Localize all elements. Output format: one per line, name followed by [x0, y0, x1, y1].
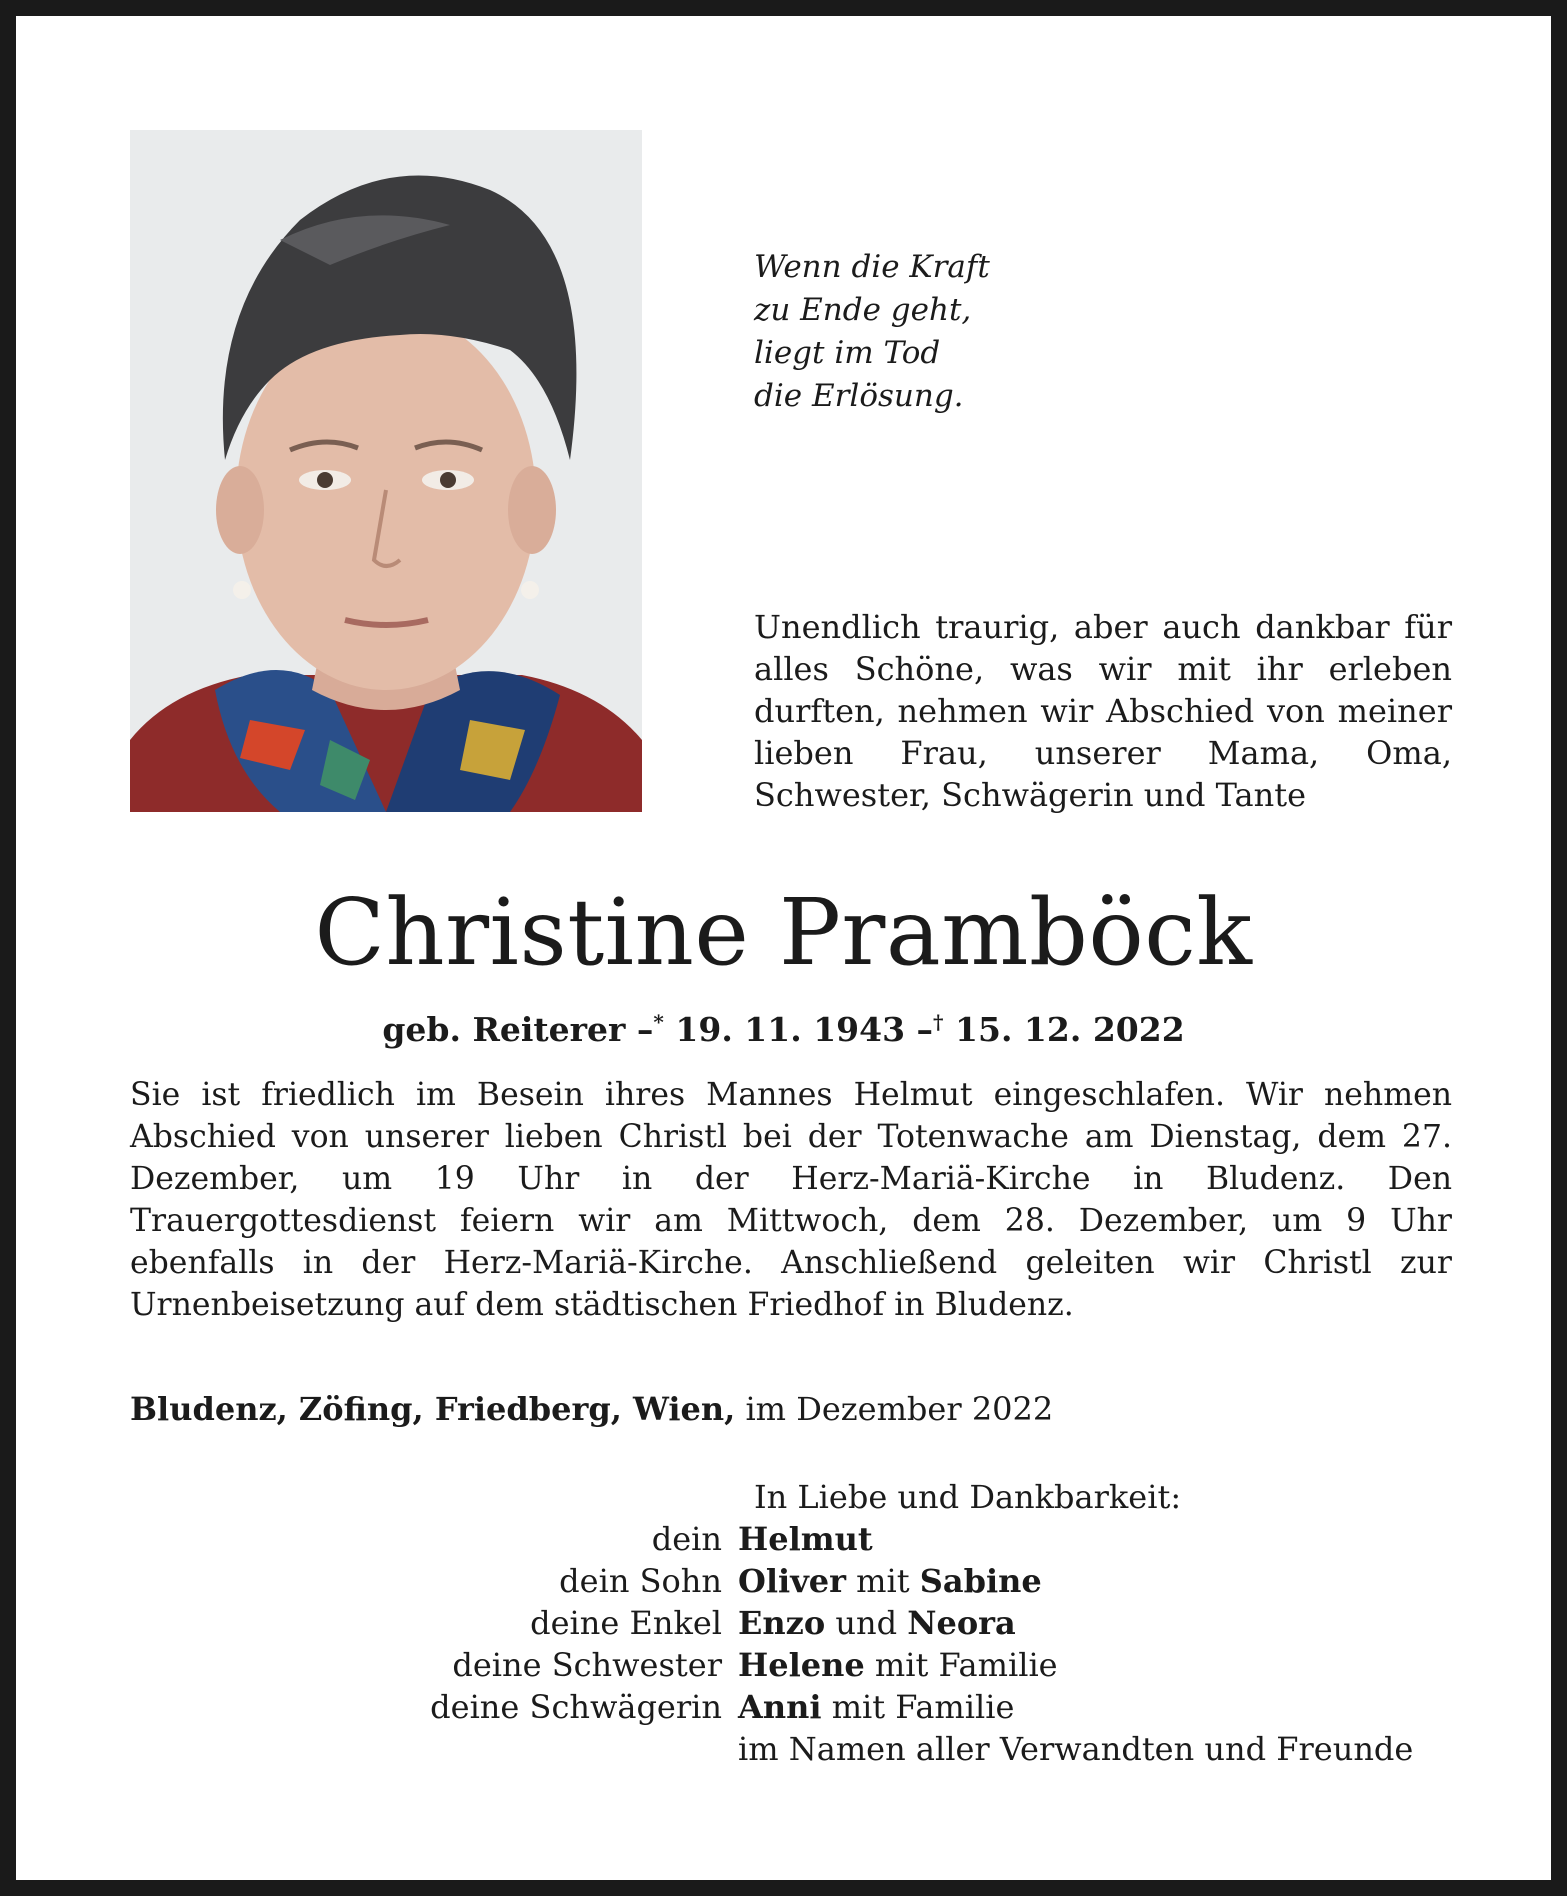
family-row — [16, 1560, 1551, 1602]
family-row — [16, 1686, 1551, 1728]
member — [738, 1518, 1551, 1560]
portrait-photo — [130, 130, 642, 812]
obituary-page — [16, 16, 1551, 1880]
portrait-illustration — [130, 130, 642, 812]
birth-star-symbol: * — [653, 1010, 664, 1034]
suffix: im Namen aller Verwandten und Freunde — [738, 1730, 1414, 1768]
birth-name: geb. Reiterer — [382, 1010, 626, 1049]
member — [738, 1560, 1551, 1602]
family-row — [16, 1644, 1551, 1686]
birth-date: 19. 11. 1943 — [675, 1010, 906, 1049]
relation — [16, 1728, 738, 1770]
dash-separator: – — [916, 1010, 934, 1049]
death-date: 15. 12. 2022 — [955, 1010, 1185, 1049]
member-name: Oliver — [738, 1562, 846, 1600]
suffix: mit Familie — [821, 1688, 1015, 1726]
relation: dein Sohn — [559, 1562, 722, 1600]
relation: deine Schwester — [452, 1646, 722, 1684]
life-dates — [16, 1000, 1551, 1052]
member — [738, 1644, 1551, 1686]
member — [738, 1686, 1551, 1728]
member-name: Helmut — [738, 1520, 873, 1558]
member-name-2: Neora — [907, 1604, 1016, 1642]
family-row — [16, 1728, 1551, 1770]
closing-phrase: In Liebe und Dankbarkeit: — [754, 1478, 1182, 1516]
place-names: Bludenz, Zöfing, Friedberg, Wien, — [130, 1390, 736, 1428]
family-list — [16, 1518, 1551, 1770]
dash-separator: – — [636, 1010, 654, 1049]
funeral-details: Sie ist friedlich im Besein ihres Mannes Helmut eingeschlafen. Wir nehmen Abschied von unserer lieben Christl bei der Totenwache am Dienstag, dem 27. Dezember, um 19 Uhr in der Herz-Mariä-Kirche in Bludenz. Den Trauergottesdienst feiern wir am Mittwoch, dem 28. Dezember, um 9 Uhr ebenfalls in der Herz-Mariä-Kirche. Anschließend geleiten wir Christl zur Urnenbeisetzung auf dem städtischen Friedhof in Bludenz. — [130, 1077, 1452, 1323]
suffix: mit Familie — [864, 1646, 1058, 1684]
poem-line: zu Ende geht, — [754, 292, 972, 328]
member-name-2: Sabine — [919, 1562, 1042, 1600]
relation: dein — [651, 1520, 722, 1558]
poem-line: Wenn die Kraft — [754, 249, 990, 285]
joiner: und — [825, 1604, 908, 1642]
relation: deine Schwägerin — [430, 1688, 722, 1726]
intro-text: Unendlich traurig, aber auch dankbar für alles Schöne, was wir mit ihr erleben durften, nehmen wir Abschied von meiner lieben Frau, unserer Mama, Oma, Schwester, Schwägerin und Tante — [754, 608, 1452, 814]
death-cross-symbol: † — [933, 1010, 944, 1034]
member-name: Enzo — [738, 1604, 826, 1642]
relation: deine Enkel — [530, 1604, 722, 1642]
joiner: mit — [846, 1562, 920, 1600]
place-and-date — [130, 1388, 1452, 1430]
poem-line: die Erlösung. — [754, 378, 964, 414]
poem — [754, 246, 990, 418]
member — [738, 1602, 1551, 1644]
family-row — [16, 1518, 1551, 1560]
member — [738, 1728, 1551, 1770]
notice-date: im Dezember 2022 — [735, 1390, 1054, 1428]
deceased-name: Christine Pramböck — [314, 879, 1253, 986]
member-name: Helene — [738, 1646, 865, 1684]
family-row — [16, 1602, 1551, 1644]
member-name: Anni — [738, 1688, 822, 1726]
poem-line: liegt im Tod — [754, 335, 941, 371]
